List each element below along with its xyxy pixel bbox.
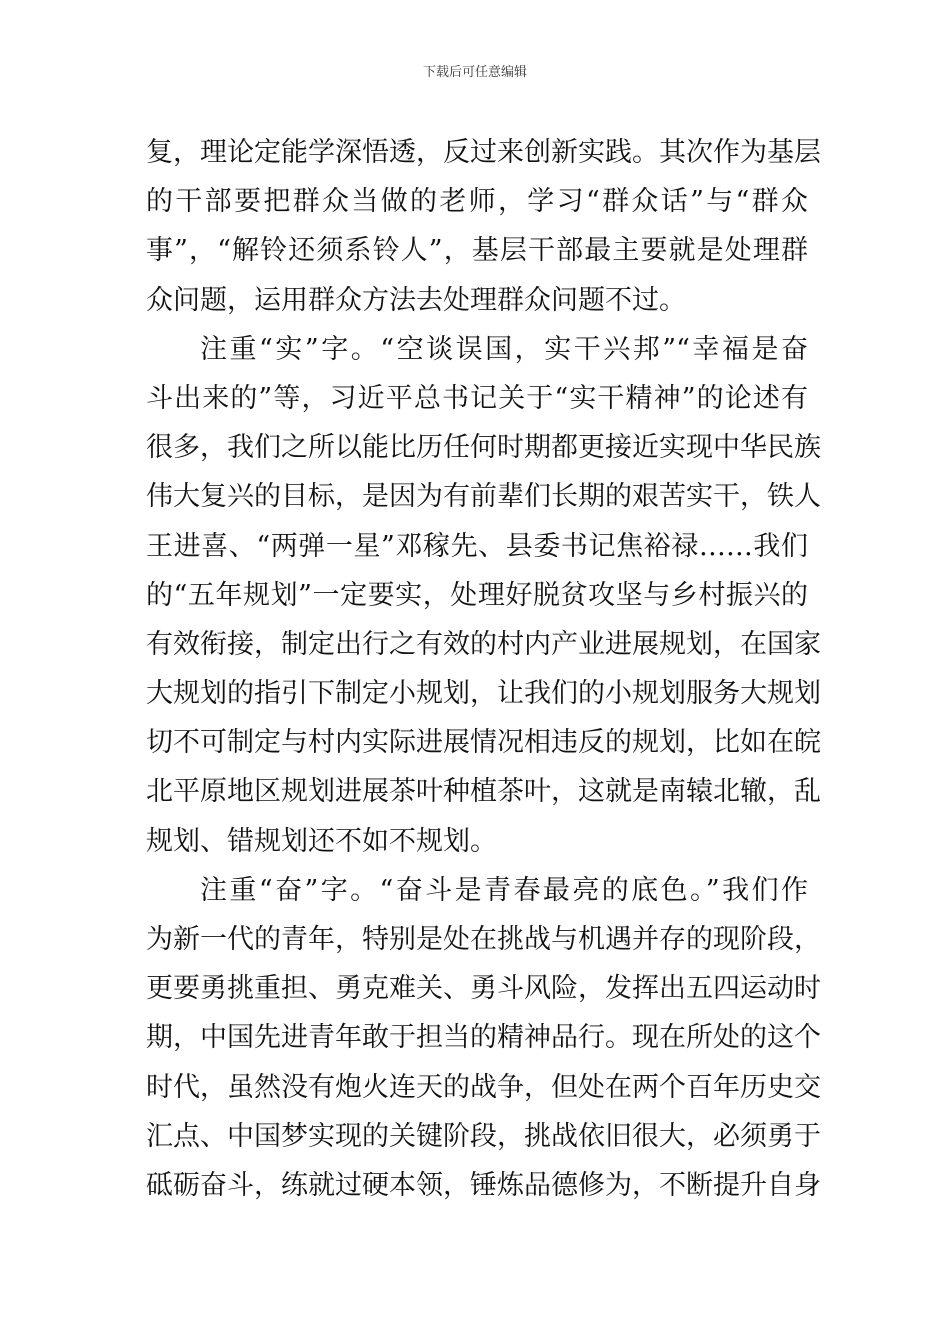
text-line: 王进喜、“两弹一星”邓稼先、县委书记焦裕禄……我们 bbox=[146, 530, 808, 562]
text-line: 北平原地区规划进展茶叶种植茶叶，这就是南辕北辙，乱 bbox=[146, 776, 821, 808]
text-line: 众问题，运用群众方法去处理群众问题不过。 bbox=[146, 284, 686, 316]
text-line: 很多，我们之所以能比历任何时期都更接近实现中华民族 bbox=[146, 432, 821, 464]
paragraph-start-line: 注重“实”字。“空谈误国，实干兴邦”“幸福是奋 bbox=[200, 333, 808, 365]
page-header: 下载后可任意编辑 bbox=[422, 65, 527, 80]
text-line: 的“五年规划”一定要实，处理好脱贫攻坚与乡村振兴的 bbox=[146, 579, 808, 611]
text-line: 汇点、中国梦实现的关键阶段，挑战依旧很大，必须勇于 bbox=[146, 1120, 821, 1152]
text-line: 时代，虽然没有炮火连天的战争，但处在两个百年历史交 bbox=[146, 1071, 821, 1103]
text-line: 为新一代的青年，特别是处在挑战与机遇并存的现阶段， bbox=[146, 924, 821, 955]
text-line: 复，理论定能学深悟透，反过来创新实践。其次作为基层 bbox=[146, 137, 821, 168]
text-line: 切不可制定与村内实际进展情况相违反的规划，比如在皖 bbox=[146, 727, 821, 759]
text-line: 有效衔接，制定出行之有效的村内产业进展规划，在国家 bbox=[146, 628, 821, 660]
text-line: 期，中国先进青年敢于担当的精神品行。现在所处的这个 bbox=[146, 1022, 821, 1054]
text-line: 砥砺奋斗，练就过硬本领，锤炼品德修为，不断提升自身 bbox=[146, 1169, 821, 1201]
text-line: 伟大复兴的目标，是因为有前辈们长期的艰苦实干，铁人 bbox=[146, 481, 821, 513]
text-line: 更要勇挑重担、勇克难关、勇斗风险，发挥出五四运动时 bbox=[146, 973, 821, 1005]
paragraph-start-line: 注重“奋”字。“奋斗是青春最亮的底色。”我们作 bbox=[200, 874, 808, 906]
text-line: 斗出来的”等，习近平总书记关于“实干精神”的论述有 bbox=[146, 382, 808, 414]
text-line: 规划、错规划还不如不规划。 bbox=[146, 825, 497, 857]
text-line: 的干部要把群众当做的老师，学习“群众话”与“群众 bbox=[146, 186, 808, 218]
document-body bbox=[146, 128, 821, 1210]
text-line: 事”，“解铃还须系铃人”，基层干部最主要就是处理群 bbox=[146, 235, 808, 267]
text-line: 大规划的指引下制定小规划，让我们的小规划服务大规划 bbox=[146, 678, 821, 710]
